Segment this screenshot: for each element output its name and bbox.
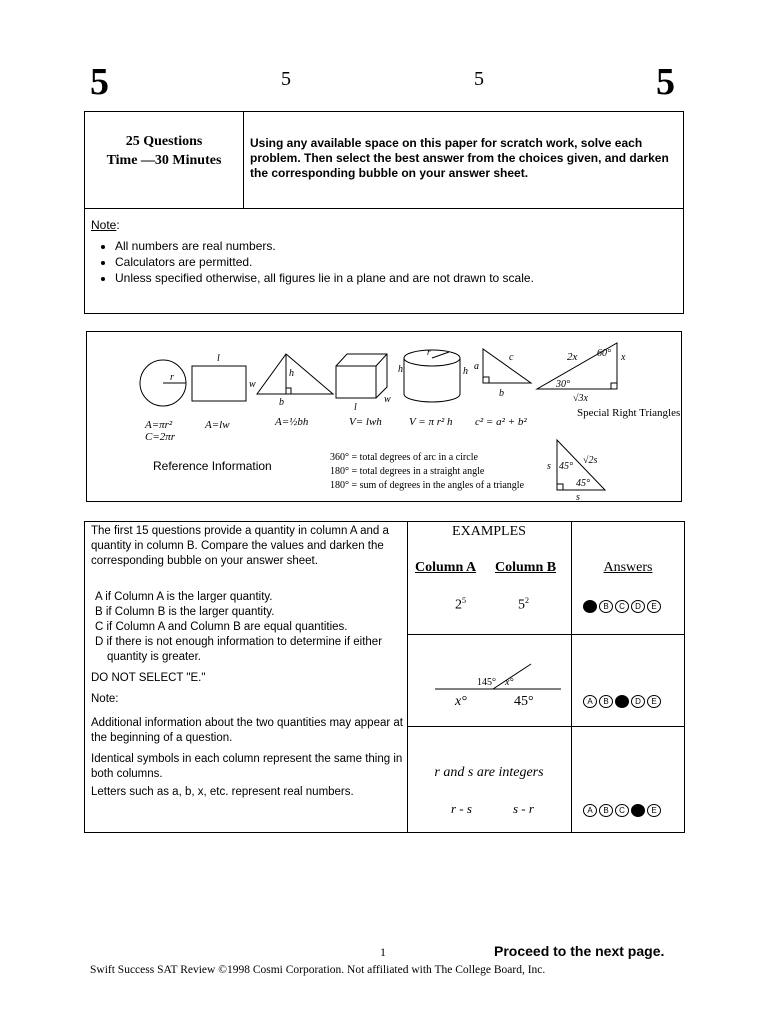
formula-tri-area: A=½bh xyxy=(275,416,309,428)
column-a-header: Column A xyxy=(415,560,477,575)
bubble-c: C xyxy=(615,695,629,708)
answers-header: Answers xyxy=(603,560,653,575)
instructions-text: Using any available space on this paper for scratch work, solve each problem. Then select the best answer from the choices given, and darken the corresponding bubble on your answer sheet. xyxy=(250,136,669,180)
proceed-text: Proceed to the next page. xyxy=(494,943,665,959)
bubble-d: D xyxy=(631,804,645,817)
label-root3x: √3x xyxy=(573,393,588,404)
label-s: s xyxy=(576,492,580,501)
label-r: r xyxy=(427,347,431,357)
reference-figures xyxy=(87,332,681,501)
section-number-right: 5 xyxy=(656,61,675,103)
examples-title: EXAMPLES xyxy=(452,524,526,539)
label-c: c xyxy=(509,352,514,363)
cylinder-figure xyxy=(404,347,468,428)
section-number-mid-2: 5 xyxy=(474,68,484,90)
bubble-d: D xyxy=(631,695,645,708)
note-item: • Calculators are permitted. xyxy=(115,254,671,270)
label-h: h xyxy=(463,366,468,377)
label-2x: 2x xyxy=(567,351,578,363)
example3-col-b: s - r xyxy=(513,801,534,816)
section-number-mid-1: 5 xyxy=(281,68,291,90)
notes-section: Note: • All numbers are real numbers. • Calculators are permitted. • Unless specified otherwise, all figures lie in a plane and are not drawn to scale. xyxy=(91,218,671,286)
formula-circle-area: A=πr² xyxy=(145,419,173,431)
example2-col-a: x° xyxy=(455,694,467,709)
formula-circle-circ: C=2πr xyxy=(145,431,176,443)
angle-145: 145° xyxy=(477,677,496,688)
label-b: b xyxy=(279,397,284,408)
label-s: s xyxy=(547,461,551,472)
instructions-box xyxy=(84,111,684,314)
bubble-b: B xyxy=(599,600,613,613)
formula-pythag: c² = a² + b² xyxy=(475,416,527,428)
note-item: • Unless specified otherwise, all figures lie in a plane and are not drawn to scale. xyxy=(115,270,671,286)
bubble-a: A xyxy=(583,600,597,613)
label-30: 30° xyxy=(556,379,570,390)
example3-given: r and s are integers xyxy=(434,765,544,780)
bubble-e: E xyxy=(647,695,661,708)
note-item: Additional information about the two quantities may appear at the beginning of a question. xyxy=(91,717,403,744)
divider xyxy=(407,522,408,832)
column-b-header: Column B xyxy=(495,560,557,575)
label-h: h xyxy=(398,364,403,375)
label-w: w xyxy=(384,394,391,405)
copyright: Swift Success SAT Review ©1998 Cosmi Corporation. Not affiliated with The College Board, Inc. xyxy=(90,964,546,976)
label-l: l xyxy=(354,402,357,413)
bubble-d: D xyxy=(631,600,645,613)
example2-col-b: 45° xyxy=(514,694,534,709)
box-figure xyxy=(336,354,403,428)
time-cell xyxy=(85,112,244,208)
example3-answer-bubbles xyxy=(583,804,661,817)
directions-text xyxy=(91,524,403,800)
formula-rect-area: A=lw xyxy=(205,419,230,431)
bubble-e: E xyxy=(647,804,661,817)
option-b: B if Column B is the larger quantity. xyxy=(95,606,275,618)
time-limit: Time —30 Minutes xyxy=(106,153,222,168)
bubble-a: A xyxy=(583,804,597,817)
fact-item: 180° = sum of degrees in the angles of a triangle xyxy=(330,480,525,491)
example2-answer-bubbles xyxy=(583,695,661,708)
section-number-left: 5 xyxy=(90,61,109,103)
intro: The first 15 questions provide a quantity in column A and a quantity in column B. Compare the values and darken the corresponding bubble on your answer sheet. xyxy=(91,525,389,567)
example2-angle-figure xyxy=(425,660,565,696)
divider xyxy=(85,208,683,209)
label-root2s: √2s xyxy=(583,455,598,466)
reference-title: Reference Information xyxy=(153,459,272,473)
question-count: 25 Questions xyxy=(125,134,203,149)
do-not-select: DO NOT SELECT "E." xyxy=(91,672,206,684)
label-45-1: 45° xyxy=(559,461,573,472)
label-w: w xyxy=(249,379,256,390)
fact-item: 180° = total degrees in a straight angle xyxy=(330,466,485,477)
label-b: b xyxy=(499,388,504,399)
bubble-a: A xyxy=(583,695,597,708)
label-l: l xyxy=(217,353,220,364)
note-item: Identical symbols in each column represent the same thing in both columns. xyxy=(91,753,403,780)
example1-col-b: $5^2$ xyxy=(518,596,529,613)
special-title: Special Right Triangles xyxy=(577,407,681,419)
label-h: h xyxy=(289,368,294,379)
special-triangle-45-45-90 xyxy=(547,440,605,501)
note-label: Note: xyxy=(91,693,119,705)
example1-answer-bubbles xyxy=(583,600,661,613)
notes-list xyxy=(91,238,671,286)
divider xyxy=(407,634,684,635)
label-45-2: 45° xyxy=(576,478,590,489)
formula-cyl-vol: V = π r² h xyxy=(409,416,453,428)
divider xyxy=(407,726,684,727)
formula-box-vol: V= lwh xyxy=(349,416,382,428)
label-a: a xyxy=(474,361,479,372)
fact-item: 360° = total degrees of arc in a circle xyxy=(330,452,478,463)
right-triangle-figure xyxy=(474,349,531,428)
option-d: D if there is not enough information to determine if either quantity is greater. xyxy=(95,636,383,663)
angle-x: x° xyxy=(505,677,514,688)
bubble-c: C xyxy=(615,804,629,817)
special-triangle-30-60-90 xyxy=(537,343,680,419)
comparison-box xyxy=(84,521,685,833)
note-label: Note xyxy=(91,218,117,232)
example1-col-a: $2^5$ xyxy=(455,596,466,613)
page-number: 1 xyxy=(380,945,386,959)
example3-col-a: r - s xyxy=(451,801,472,816)
reference-box xyxy=(86,331,682,502)
rectangle-figure xyxy=(192,353,256,431)
label-r: r xyxy=(170,372,174,383)
triangle-figure xyxy=(257,354,333,428)
bubble-e: E xyxy=(647,600,661,613)
option-c: C if Column A and Column B are equal quantities. xyxy=(95,621,348,633)
bubble-b: B xyxy=(599,695,613,708)
bubble-b: B xyxy=(599,804,613,817)
note-item: Letters such as a, b, x, etc. represent real numbers. xyxy=(91,786,354,798)
bubble-c: C xyxy=(615,600,629,613)
note-item: • All numbers are real numbers. xyxy=(115,238,671,254)
label-60: 60° xyxy=(597,348,611,359)
label-x: x xyxy=(621,352,626,363)
circle-figure xyxy=(140,360,186,443)
option-a: A if Column A is the larger quantity. xyxy=(95,591,273,603)
